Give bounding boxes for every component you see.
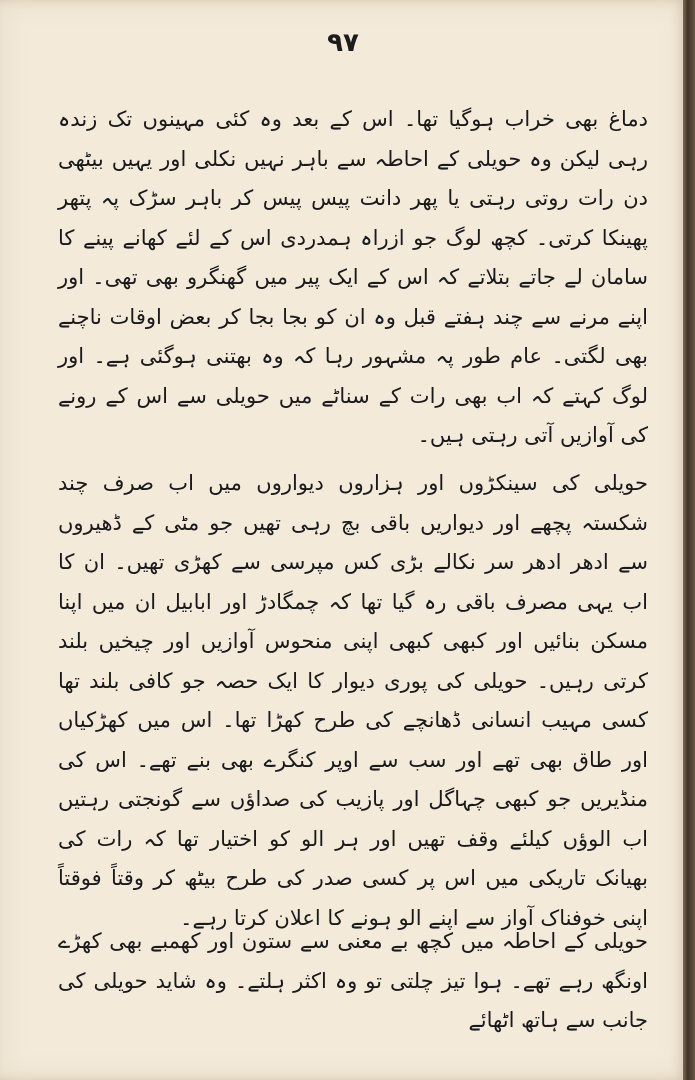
paragraph-1: دماغ بھی خراب ہوگیا تھا۔ اس کے بعد وہ کئی مہینوں تک زندہ رہی لیکن وہ حویلی کے احاطہ سے باہر نہیں نکلی اور یہیں بیٹھی دن رات روتی رہتی یا پھر دانت پیس پیس کر باہر سڑک پہ پتھر پھینکا کرتی۔ کچھ لوگ جو ازراہ ہمدردی اس کے لئے کھانے پینے کا سامان لے جاتے بتلاتے کہ اس کے ایک پیر میں گھنگرو بھی تھی۔ اور اپنے مرنے سے چند ہفتے قبل وہ ان کو بجا بجا کر بعض اوقات ناچنے بھی لگتی۔ عام طور پہ مشہور رہا کہ وہ بھتنی ہوگئی ہے۔ اور لوگ کہتے کہ اب بھی رات کے سناٹے میں حویلی سے اس کے رونے کی آوازیں آتی رہتی ہیں۔ [58, 107, 648, 447]
paragraph-3: حویلی کے احاطہ میں کچھ بے معنی سے ستون اور کھمبے بھی کھڑے اونگھ رہے تھے۔ ہوا تیز چلتی تو وہ اکثر ہلتے۔ وہ شاید حویلی کی جانب سے ہاتھ اٹھائے [58, 929, 648, 1032]
book-binding-edge [683, 0, 695, 1080]
paragraph-2: حویلی کی سینکڑوں اور ہزاروں دیواروں میں اب صرف چند شکستہ پچھے اور دیواریں باقی بچ رہی تھیں جو مٹی کے ڈھیروں سے ادھر ادھر سر نکالے بڑی کس مپرسی سے کھڑی تھیں۔ ان کا اب یہی مصرف باقی رہ گیا تھا کہ چمگادڑ اور ابابیل ان میں اپنا مسکن بنائیں اور کبھی کبھی اپنی منحوس آوازیں اور چیخیں بلند کرتی رہیں۔ حویلی کی پوری دیوار کا ایک حصہ جو کافی بلند تھا کسی مہیب انسانی ڈھانچے کی طرح کھڑا تھا۔ اس میں کھڑکیاں اور طاق بھی تھے اور سب سے اوپر کنگرے بھی بنے تھے۔ اس کی منڈیریں جو کبھی چہاگل اور پازیب کی صداؤں سے گونجتی رہتیں اب الوؤں کیلئے وقف تھیں اور ہر الو کو اختیار تھا کہ رات کی بھیانک تاریکی میں اس پر کسی صدر کی طرح بیٹھ کر وقتاً فوقتاً اپنی خوفناک آواز سے اپنے الو ہونے کا اعلان کرتا رہے۔ [58, 471, 648, 930]
page-number: ۹۷ [327, 28, 359, 58]
